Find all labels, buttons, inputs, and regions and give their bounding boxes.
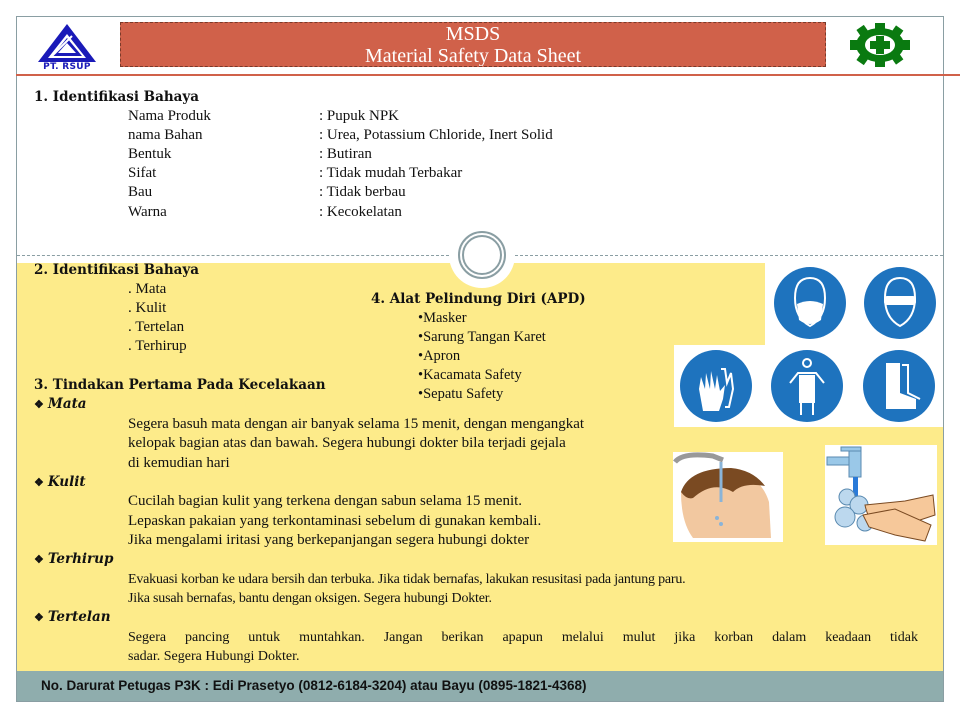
ppe-item: •Sarung Tangan Karet — [418, 329, 546, 345]
hazard-item: . Kulit — [128, 300, 167, 316]
ppe-item: •Apron — [418, 348, 461, 364]
circle-ornament-icon — [449, 222, 515, 288]
value-nama-produk: : Pupuk NPK — [319, 108, 400, 124]
ppe-item: •Sepatu Safety — [418, 386, 504, 402]
label-sifat: Sifat — [128, 165, 157, 181]
value-warna: : Kecokelatan — [319, 204, 402, 220]
label-nama-produk: Nama Produk — [128, 108, 211, 124]
terhirup-line: Jika susah bernafas, bantu dengan oksigen. Segera hubungi Dokter. — [128, 591, 492, 606]
kulit-line: Lepaskan pakaian yang terkontaminasi sebelum di gunakan kembali. — [128, 513, 542, 529]
section-3-heading: 3. Tindakan Pertama Pada Kecelakaan — [34, 377, 326, 393]
gloves-sign-icon — [679, 349, 753, 423]
logo-text: PT. RSUP — [43, 62, 91, 72]
hazard-item: . Mata — [128, 281, 167, 297]
goggles-sign-icon — [863, 266, 937, 340]
ppe-item: •Masker — [418, 310, 467, 326]
header-divider — [16, 74, 960, 76]
label-nama-bahan: nama Bahan — [128, 127, 203, 143]
subheading-mata — [34, 395, 87, 414]
diamond-bullet-icon: ❖ — [34, 553, 44, 566]
terhirup-line: Evakuasi korban ke udara bersih dan terbuka. Jika tidak bernafas, lakukan resusitasi pada jantung paru. — [128, 572, 686, 587]
subheading-kulit — [34, 473, 86, 492]
section-1-heading: 1. Identifikasi Bahaya — [34, 89, 199, 105]
kulit-line: Jika mengalami iritasi yang berkepanjangan segera hubungi dokter — [128, 532, 530, 548]
eye-wash-illustration — [673, 452, 783, 542]
hand-wash-illustration — [825, 445, 937, 545]
value-nama-bahan: : Urea, Potassium Chloride, Inert Solid — [319, 127, 553, 143]
triangle-logo-icon — [36, 22, 98, 64]
value-bentuk: : Butiran — [319, 146, 372, 162]
section-4-heading: 4. Alat Pelindung Diri (APD) — [371, 291, 586, 307]
label-warna: Warna — [128, 204, 167, 220]
kulit-line: Cucilah bagian kulit yang terkena dengan sabun selama 15 menit. — [128, 493, 523, 509]
subheading-kulit-label: Kulit — [47, 474, 86, 490]
diamond-bullet-icon: ❖ — [34, 476, 44, 489]
subheading-tertelan — [34, 608, 111, 627]
diamond-bullet-icon: ❖ — [34, 611, 44, 624]
subheading-tertelan-label: Tertelan — [47, 609, 111, 625]
hazard-item: . Tertelan — [128, 319, 185, 335]
title-line-2: Material Safety Data Sheet — [364, 45, 582, 67]
emergency-contact-text: No. Darurat Petugas P3K : Edi Prasetyo (0812-6184-3204) atau Bayu (0895-1821-4368) — [41, 678, 587, 693]
title-banner — [120, 22, 826, 67]
mask-sign-icon — [773, 266, 847, 340]
ppe-item: •Kacamata Safety — [418, 367, 522, 383]
dashed-divider-right — [515, 255, 943, 256]
mata-line: Segera basuh mata dengan air banyak selama 15 menit, dengan mengangkat — [128, 416, 585, 432]
hazard-item: . Terhirup — [128, 338, 187, 354]
tertelan-line: Segera pancing untuk muntahkan. Jangan berikan apapun melalui mulut jika korban dalam keadaan tidak — [128, 630, 918, 645]
section-2-heading: 2. Identifikasi Bahaya — [34, 262, 199, 278]
subheading-terhirup — [34, 550, 113, 569]
tertelan-line: sadar. Segera Hubungi Dokter. — [128, 649, 300, 664]
title-line-1: MSDS — [445, 23, 501, 45]
subheading-mata-label: Mata — [47, 396, 87, 412]
label-bentuk: Bentuk — [128, 146, 172, 162]
label-bau: Bau — [128, 184, 153, 200]
value-bau: : Tidak berbau — [319, 184, 406, 200]
company-logo — [36, 22, 98, 74]
mata-line: di kemudian hari — [128, 455, 230, 471]
apron-sign-icon — [770, 349, 844, 423]
safety-gear-cross-icon — [846, 22, 914, 68]
mata-line: kelopak bagian atas dan bawah. Segera hubungi dokter bila terjadi gejala — [128, 435, 566, 451]
dashed-divider-left — [17, 255, 449, 256]
diamond-bullet-icon: ❖ — [34, 398, 44, 411]
boots-sign-icon — [862, 349, 936, 423]
emergency-contact-footer — [17, 671, 943, 701]
subheading-terhirup-label: Terhirup — [47, 551, 114, 567]
value-sifat: : Tidak mudah Terbakar — [319, 165, 463, 181]
section-1 — [34, 88, 199, 107]
